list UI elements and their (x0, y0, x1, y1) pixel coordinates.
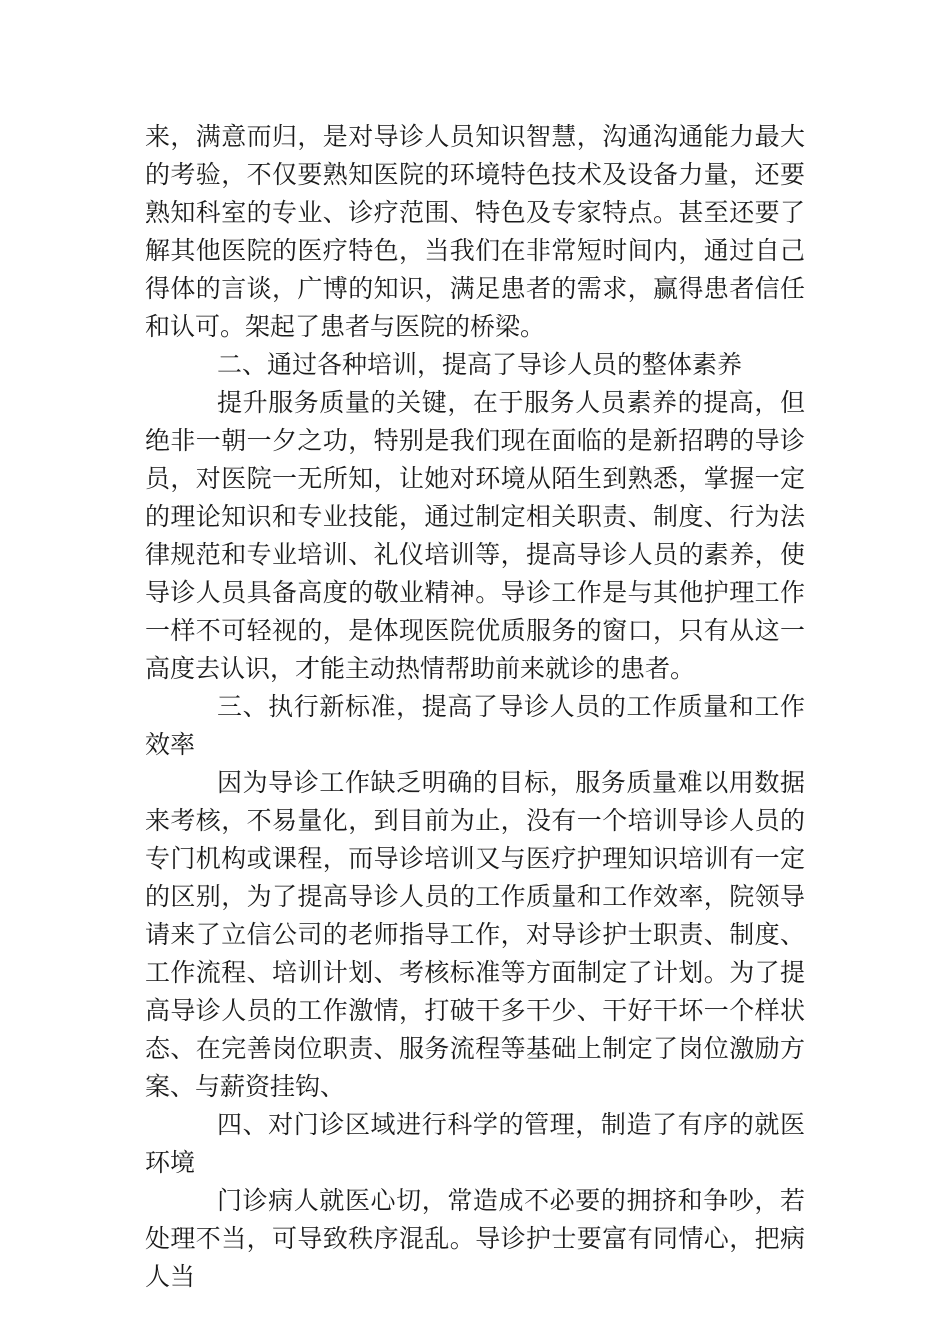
section-heading-2: 二、通过各种培训，提高了导诊人员的整体素养 (217, 350, 743, 379)
paragraph-continuation: 来，满意而归，是对导诊人员知识智慧，沟通沟通能力最大的考验，不仅要熟知医院的环境特色技术及设备力量，还要熟知科室的专业、诊疗范围、特色及专家特点。甚至还要了解其他医院的医疗特色，当我们在非常短时间内，通过自己得体的言谈，广博的知识，满足患者的需求，赢得患者信任和认可。架起了患者与医院的桥梁。 (145, 122, 805, 341)
document-body (145, 118, 805, 1296)
paragraph-management: 门诊病人就医心切，常造成不必要的拥挤和争吵，若处理不当，可导致秩序混乱。导诊护士要富有同情心，把病人当 (145, 1186, 805, 1291)
paragraph-standards: 因为导诊工作缺乏明确的目标，服务质量难以用数据来考核，不易量化，到目前为止，没有一个培训导诊人员的专门机构或课程，而导诊培训又与医疗护理知识培训有一定的区别，为了提高导诊人员的工作质量和工作效率，院领导请来了立信公司的老师指导工作，对导诊护士职责、制度、工作流程、培训计划、考核标准等方面制定了计划。为了提高导诊人员的工作激情，打破干多干少、干好干坏一个样状态、在完善岗位职责、服务流程等基础上制定了岗位激励方案、与薪资挂钩、 (145, 768, 805, 1101)
section-heading-4: 四、对门诊区域进行科学的管理，制造了有序的就医环境 (145, 1110, 805, 1177)
paragraph-training: 提升服务质量的关键，在于服务人员素养的提高，但绝非一朝一夕之功，特别是我们现在面临的是新招聘的导诊员，对医院一无所知，让她对环境从陌生到熟悉，掌握一定的理论知识和专业技能，通过制定相关职责、制度、行为法律规范和专业培训、礼仪培训等，提高导诊人员的素养，使导诊人员具备高度的敬业精神。导诊工作是与其他护理工作一样不可轻视的，是体现医院优质服务的窗口，只有从这一高度去认识，才能主动热情帮助前来就诊的患者。 (145, 388, 805, 683)
section-heading-3: 三、执行新标准，提高了导诊人员的工作质量和工作效率 (145, 692, 805, 759)
